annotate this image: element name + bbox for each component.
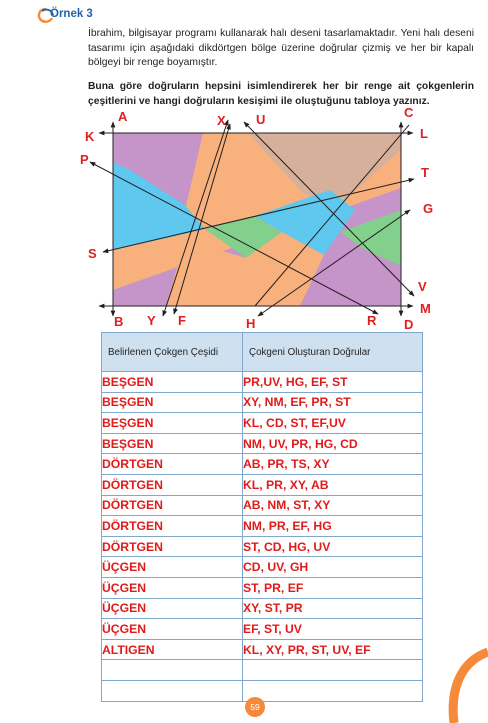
point-Y: Y xyxy=(147,313,156,328)
point-S: S xyxy=(88,246,97,261)
table-row xyxy=(102,454,423,475)
point-H: H xyxy=(246,316,256,331)
example-title: Örnek 3 xyxy=(50,8,93,20)
table-row xyxy=(102,474,423,495)
example-badge xyxy=(36,7,100,24)
table-row xyxy=(102,680,423,701)
table-row xyxy=(102,577,423,598)
point-M: M xyxy=(420,301,431,316)
table-row xyxy=(102,372,423,393)
forming-lines-cell xyxy=(243,660,423,681)
point-G: G xyxy=(423,201,434,216)
table-row xyxy=(102,392,423,413)
forming-lines-cell: KL, CD, ST, EF,UV xyxy=(243,413,423,434)
page-number: 59 xyxy=(245,697,265,717)
polygon-type-cell: DÖRTGEN xyxy=(102,516,243,537)
point-L: L xyxy=(420,126,428,141)
point-B: B xyxy=(114,314,124,329)
point-V: V xyxy=(418,279,427,294)
point-P: P xyxy=(80,152,89,167)
polygon-type-cell: ÜÇGEN xyxy=(102,577,243,598)
point-F: F xyxy=(178,313,186,328)
forming-lines-cell: PR,UV, HG, EF, ST xyxy=(243,372,423,393)
header-polygon-type: Belirlenen Çokgen Çeşidi xyxy=(102,333,243,372)
forming-lines-cell: KL, PR, XY, AB xyxy=(243,474,423,495)
forming-lines-cell: KL, XY, PR, ST, UV, EF xyxy=(243,639,423,660)
carpet-figure xyxy=(0,100,488,332)
polygon-type-cell: DÖRTGEN xyxy=(102,536,243,557)
table-row xyxy=(102,536,423,557)
polygon-type-cell xyxy=(102,680,243,701)
polygon-table xyxy=(101,332,423,702)
forming-lines-cell: CD, UV, GH xyxy=(243,557,423,578)
polygon-type-cell: ALTIGEN xyxy=(102,639,243,660)
polygon-type-cell: ÜÇGEN xyxy=(102,598,243,619)
corner-decoration xyxy=(440,640,488,723)
polygon-type-cell: BEŞGEN xyxy=(102,372,243,393)
point-T: T xyxy=(421,165,429,180)
table-row xyxy=(102,516,423,537)
point-K: K xyxy=(85,129,95,144)
table-header-row xyxy=(102,333,423,372)
table-body xyxy=(102,372,423,702)
point-X: X xyxy=(217,113,226,128)
polygon-type-cell: BEŞGEN xyxy=(102,392,243,413)
point-R: R xyxy=(367,313,377,328)
point-C: C xyxy=(404,105,414,120)
table-row xyxy=(102,619,423,640)
forming-lines-cell: XY, ST, PR xyxy=(243,598,423,619)
polygon-type-cell xyxy=(102,660,243,681)
table-row xyxy=(102,557,423,578)
point-A: A xyxy=(118,109,128,124)
forming-lines-cell: XY, NM, EF, PR, ST xyxy=(243,392,423,413)
polygon-type-cell: ÜÇGEN xyxy=(102,557,243,578)
polygon-type-cell: BEŞGEN xyxy=(102,413,243,434)
polygon-type-cell: BEŞGEN xyxy=(102,433,243,454)
forming-lines-cell xyxy=(243,680,423,701)
polygon-type-cell: DÖRTGEN xyxy=(102,474,243,495)
intro-text: İbrahim, bilgisayar programı kullanarak halı deseni tasarlamaktadır. Yeni halı deseni tasarımı için aşağıdaki dikdörtgen bölge üzerine doğrular çizmiş ve her bir kapalı bölgeyi bir renge boyamıştır. xyxy=(88,28,474,68)
point-U: U xyxy=(256,112,266,127)
table-row xyxy=(102,660,423,681)
question-text: Buna göre doğruların hepsini isimlendirerek her bir renge ait çokgenlerin çeşitlerini ve hangi doğruların kesişimi ile oluştuğunu tabloya yazınız. xyxy=(88,81,474,107)
table-row xyxy=(102,495,423,516)
forming-lines-cell: NM, PR, EF, HG xyxy=(243,516,423,537)
header-forming-lines: Çokgeni Oluşturan Doğrular xyxy=(243,333,423,372)
forming-lines-cell: NM, UV, PR, HG, CD xyxy=(243,433,423,454)
table-row xyxy=(102,598,423,619)
polygon-type-cell: DÖRTGEN xyxy=(102,495,243,516)
forming-lines-cell: AB, NM, ST, XY xyxy=(243,495,423,516)
forming-lines-cell: EF, ST, UV xyxy=(243,619,423,640)
polygon-type-cell: ÜÇGEN xyxy=(102,619,243,640)
table-row xyxy=(102,639,423,660)
forming-lines-cell: AB, PR, TS, XY xyxy=(243,454,423,475)
point-D: D xyxy=(404,317,414,332)
table-row xyxy=(102,413,423,434)
table-row xyxy=(102,433,423,454)
forming-lines-cell: ST, PR, EF xyxy=(243,577,423,598)
polygon-type-cell: DÖRTGEN xyxy=(102,454,243,475)
forming-lines-cell: ST, CD, HG, UV xyxy=(243,536,423,557)
